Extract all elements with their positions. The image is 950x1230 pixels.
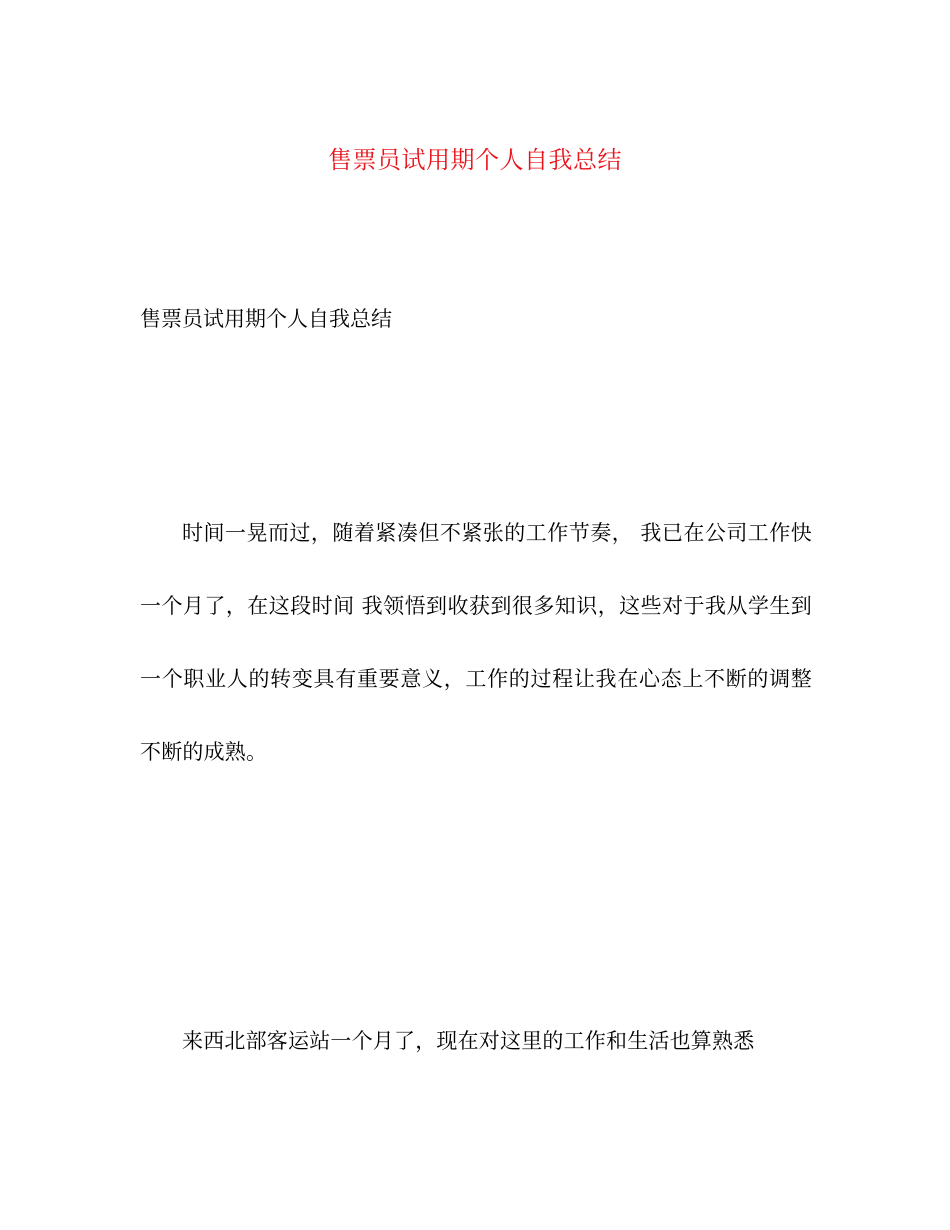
paragraph-2: 来西北部客运站一个月了，现在对这里的工作和生活也算熟悉 — [182, 1029, 755, 1053]
document-title: 售票员试用期个人自我总结 — [328, 146, 622, 174]
document-subtitle: 售票员试用期个人自我总结 — [140, 307, 392, 331]
paragraph-1: 时间一晃而过，随着紧凑但不紧张的工作节奏， 我已在公司工作快一个月了，在这段时间 我领悟到收获到很多知识，这些对于我从学生到一个职业人的转变具有重要意义，工作的过程让我在心态上不断的调整不断的成熟。 — [140, 521, 812, 764]
